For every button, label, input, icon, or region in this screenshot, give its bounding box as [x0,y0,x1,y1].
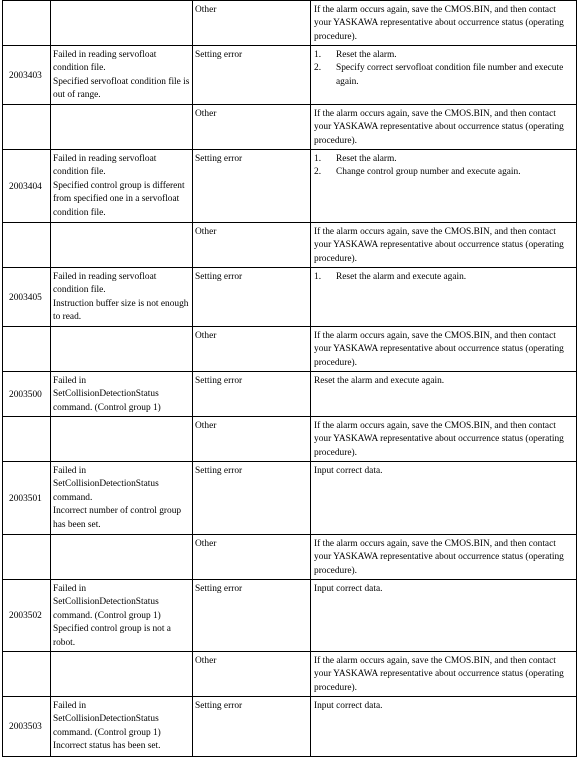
cause-cell: Setting error [193,46,311,105]
description-line: Failed in reading servofloat condition file. [53,154,157,178]
table-row [3,372,577,417]
step-number: 2. [314,167,322,178]
remedy-text: If the alarm occurs again, save the CMOS.BIN, and then contact your YASKAWA representative about occurrence status (operating procedure). [314,539,564,576]
cause-cell: Other [193,223,311,268]
remedy-cell [311,268,577,327]
alarm-description-cell [51,150,193,223]
remedy-text: Input correct data. [314,701,383,711]
table-row [3,417,577,462]
alarm-code-cell: 2003503 [3,697,51,757]
alarm-description-cell [51,652,193,697]
table-row [3,462,577,535]
alarm-code-cell [3,535,51,580]
remedy-cell [311,652,577,697]
step-number: 1. [314,154,322,164]
description-line: Specified control group is not a robot. [53,624,171,648]
alarm-code-cell [3,1,51,46]
description-line: Specified servofloat condition file is out of range. [53,76,190,101]
step-text: Reset the alarm. [336,50,397,60]
table-row [3,652,577,697]
remedy-cell [311,150,577,223]
remedy-text: Input correct data. [314,584,383,594]
remedy-step [314,62,574,89]
description-line: Incorrect number of control group has been set. [53,506,182,530]
description-line: Incorrect status has been set. [53,741,161,752]
alarm-description-cell [51,535,193,580]
table-row [3,150,577,223]
alarm-code-cell: 2003501 [3,462,51,535]
remedy-step [314,166,574,179]
alarm-description-cell [51,268,193,327]
table-row [3,327,577,372]
cause-cell: Other [193,105,311,150]
alarm-table-body [3,1,577,757]
table-row [3,535,577,580]
alarm-code-cell: 2003502 [3,580,51,652]
alarm-description-cell [51,417,193,462]
cause-cell: Other [193,1,311,46]
remedy-text: If the alarm occurs again, save the CMOS.BIN, and then contact your YASKAWA representative about occurrence status (operating procedure). [314,331,564,368]
remedy-text: If the alarm occurs again, save the CMOS.BIN, and then contact your YASKAWA representative about occurrence status (operating procedure). [314,227,564,264]
remedy-text: If the alarm occurs again, save the CMOS.BIN, and then contact your YASKAWA representative about occurrence status (operating procedure). [314,109,564,146]
alarm-description-cell [51,105,193,150]
table-row [3,268,577,327]
remedy-text: Input correct data. [314,466,383,476]
cause-cell: Setting error [193,268,311,327]
remedy-cell [311,327,577,372]
alarm-description-cell [51,372,193,417]
alarm-code-cell [3,417,51,462]
step-text: Reset the alarm. [336,154,397,164]
remedy-cell [311,46,577,105]
cause-cell: Setting error [193,372,311,417]
alarm-description-cell [51,462,193,535]
table-row [3,223,577,268]
alarm-description-cell [51,46,193,105]
step-number: 1. [314,50,322,60]
alarm-table [2,0,577,757]
description-line: Failed in SetCollisionDetectionStatus command. [53,466,159,503]
alarm-code-cell: 2003500 [3,372,51,417]
remedy-text: If the alarm occurs again, save the CMOS.BIN, and then contact your YASKAWA representative about occurrence status (operating procedure). [314,421,564,458]
alarm-description-cell [51,1,193,46]
cause-cell: Setting error [193,150,311,223]
remedy-cell [311,462,577,535]
description-line: Failed in SetCollisionDetectionStatus command. (Control group 1) [53,701,161,738]
remedy-text: Reset the alarm and execute again. [314,376,445,386]
table-row [3,697,577,757]
alarm-code-cell: 2003405 [3,268,51,327]
table-row [3,1,577,46]
step-text: Reset the alarm and execute again. [336,272,467,282]
remedy-cell [311,372,577,417]
table-row [3,105,577,150]
description-line: Failed in reading servofloat condition file. [53,272,157,296]
remedy-cell [311,580,577,652]
cause-cell: Setting error [193,697,311,757]
alarm-code-cell [3,652,51,697]
alarm-description-cell [51,580,193,652]
cause-cell: Setting error [193,462,311,535]
remedy-cell [311,535,577,580]
description-line: Failed in reading servofloat condition file. [53,50,157,74]
cause-cell: Other [193,535,311,580]
remedy-step [314,49,574,62]
remedy-cell [311,223,577,268]
step-number: 1. [314,272,322,282]
alarm-code-cell: 2003404 [3,150,51,223]
cause-cell: Other [193,652,311,697]
description-line: Specified control group is different from specified one in a servofloat condition file. [53,180,185,218]
description-line: Failed in SetCollisionDetectionStatus command. (Control group 1) [53,376,161,413]
remedy-cell [311,417,577,462]
cause-cell: Other [193,327,311,372]
description-line: Instruction buffer size is not enough to read. [53,298,189,323]
remedy-text: If the alarm occurs again, save the CMOS.BIN, and then contact your YASKAWA representative about occurrence status (operating procedure). [314,656,564,693]
alarm-code-cell [3,327,51,372]
step-text: Change control group number and execute again. [336,167,521,178]
step-text: Specify correct servofloat condition file number and execute again. [336,63,564,87]
table-row [3,46,577,105]
alarm-code-cell [3,105,51,150]
remedy-cell [311,697,577,757]
alarm-description-cell [51,327,193,372]
remedy-text: If the alarm occurs again, save the CMOS.BIN, and then contact your YASKAWA representative about occurrence status (operating procedure). [314,5,564,42]
remedy-step [314,153,574,166]
alarm-description-cell [51,697,193,757]
alarm-code-cell [3,223,51,268]
cause-cell: Setting error [193,580,311,652]
remedy-step [314,271,574,284]
alarm-table-wrapper [2,0,577,757]
table-row [3,580,577,652]
step-number: 2. [314,63,322,74]
alarm-description-cell [51,223,193,268]
cause-cell: Other [193,417,311,462]
alarm-code-cell: 2003403 [3,46,51,105]
description-line: Failed in SetCollisionDetectionStatus command. (Control group 1) [53,584,161,621]
remedy-cell [311,1,577,46]
remedy-cell [311,105,577,150]
